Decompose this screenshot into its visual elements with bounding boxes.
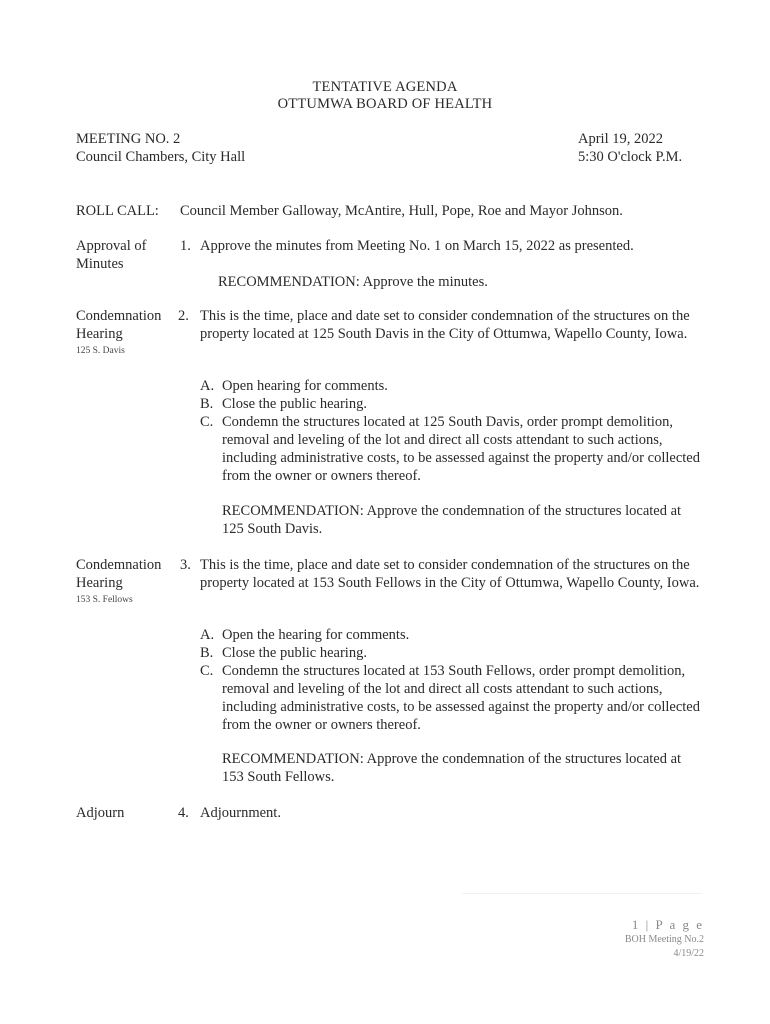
item-3-recommendation: RECOMMENDATION: Approve the condemnation of the structures located at 153 South Fellows. xyxy=(222,751,682,785)
sub-letter: C. xyxy=(200,663,214,679)
footer-date: 4/19/22 xyxy=(673,948,704,959)
sub-text: Condemn the structures located at 153 South Fellows, order prompt demolition, removal and leveling of the lot and direct all costs attendant to such actions, including administrative costs, to be assessed against the property and/or collected from the owner or owners thereof. xyxy=(222,663,700,733)
sub-letter: A. xyxy=(200,378,215,394)
side-address: 125 S. Davis xyxy=(76,346,125,356)
item-3-number: 3. xyxy=(180,557,191,573)
side-label-line: Condemnation xyxy=(76,557,162,573)
page-number: 1 | P a g e xyxy=(631,917,704,932)
side-label-line: Hearing xyxy=(76,326,123,342)
item-4-text: Adjournment. xyxy=(200,805,281,821)
item-3-side-label xyxy=(76,556,161,606)
item-2-side-label xyxy=(76,307,161,357)
meeting-time: 5:30 O'clock P.M. xyxy=(578,149,683,165)
meeting-date: April 19, 2022 xyxy=(578,131,663,147)
side-label-line: Adjourn xyxy=(76,805,125,821)
item-4-number: 4. xyxy=(178,805,189,821)
item-4-side-label xyxy=(76,804,124,822)
item-1-recommendation: RECOMMENDATION: Approve the minutes. xyxy=(218,274,488,290)
side-label-line: Hearing xyxy=(76,575,123,591)
meeting-datetime xyxy=(578,130,682,166)
roll-call-label: ROLL CALL: xyxy=(76,203,159,219)
sub-letter: A. xyxy=(200,627,215,643)
meeting-number: MEETING NO. 2 xyxy=(76,131,181,147)
item-2-text: This is the time, place and date set to consider condemnation of the structures on the property located at 125 South Davis in the City of Ottumwa, Wapello County, Iowa. xyxy=(200,308,690,342)
sub-letter: B. xyxy=(200,396,214,412)
meeting-info xyxy=(76,130,245,166)
item-3-text: This is the time, place and date set to consider condemnation of the structures on the property located at 153 South Fellows in the City of Ottumwa, Wapello County, Iowa. xyxy=(200,557,700,591)
item-2-recommendation: RECOMMENDATION: Approve the condemnation of the structures located at 125 South Davis. xyxy=(222,503,682,537)
item-1-text: Approve the minutes from Meeting No. 1 on March 15, 2022 as presented. xyxy=(200,238,634,254)
item-2-number: 2. xyxy=(178,308,189,324)
roll-call-text: Council Member Galloway, McAntire, Hull, Pope, Roe and Mayor Johnson. xyxy=(180,203,623,219)
sub-text: Condemn the structures located at 125 South Davis, order prompt demolition, removal and leveling of the lot and direct all costs attendant to such actions, including administrative costs, to be assessed against the property and/or collected from the owner or owners thereof. xyxy=(222,414,700,484)
footer-divider xyxy=(462,893,702,894)
sub-letter: B. xyxy=(200,645,214,661)
sub-text: Open the hearing for comments. xyxy=(222,627,410,643)
side-label-line: Condemnation xyxy=(76,308,162,324)
sub-text: Open hearing for comments. xyxy=(222,378,388,394)
meeting-location: Council Chambers, City Hall xyxy=(76,149,246,165)
side-label-line: Minutes xyxy=(76,256,124,272)
agenda-title: TENTATIVE AGENDA xyxy=(312,79,458,95)
footer-document-name: BOH Meeting No.2 xyxy=(624,934,704,945)
sub-text: Close the public hearing. xyxy=(222,645,367,661)
side-label-line: Approval of xyxy=(76,238,147,254)
item-1-number: 1. xyxy=(180,238,191,254)
board-title: OTTUMWA BOARD OF HEALTH xyxy=(277,96,493,112)
side-address: 153 S. Fellows xyxy=(76,595,133,605)
sub-letter: C. xyxy=(200,414,214,430)
item-1-side-label xyxy=(76,237,146,273)
sub-text: Close the public hearing. xyxy=(222,396,367,412)
